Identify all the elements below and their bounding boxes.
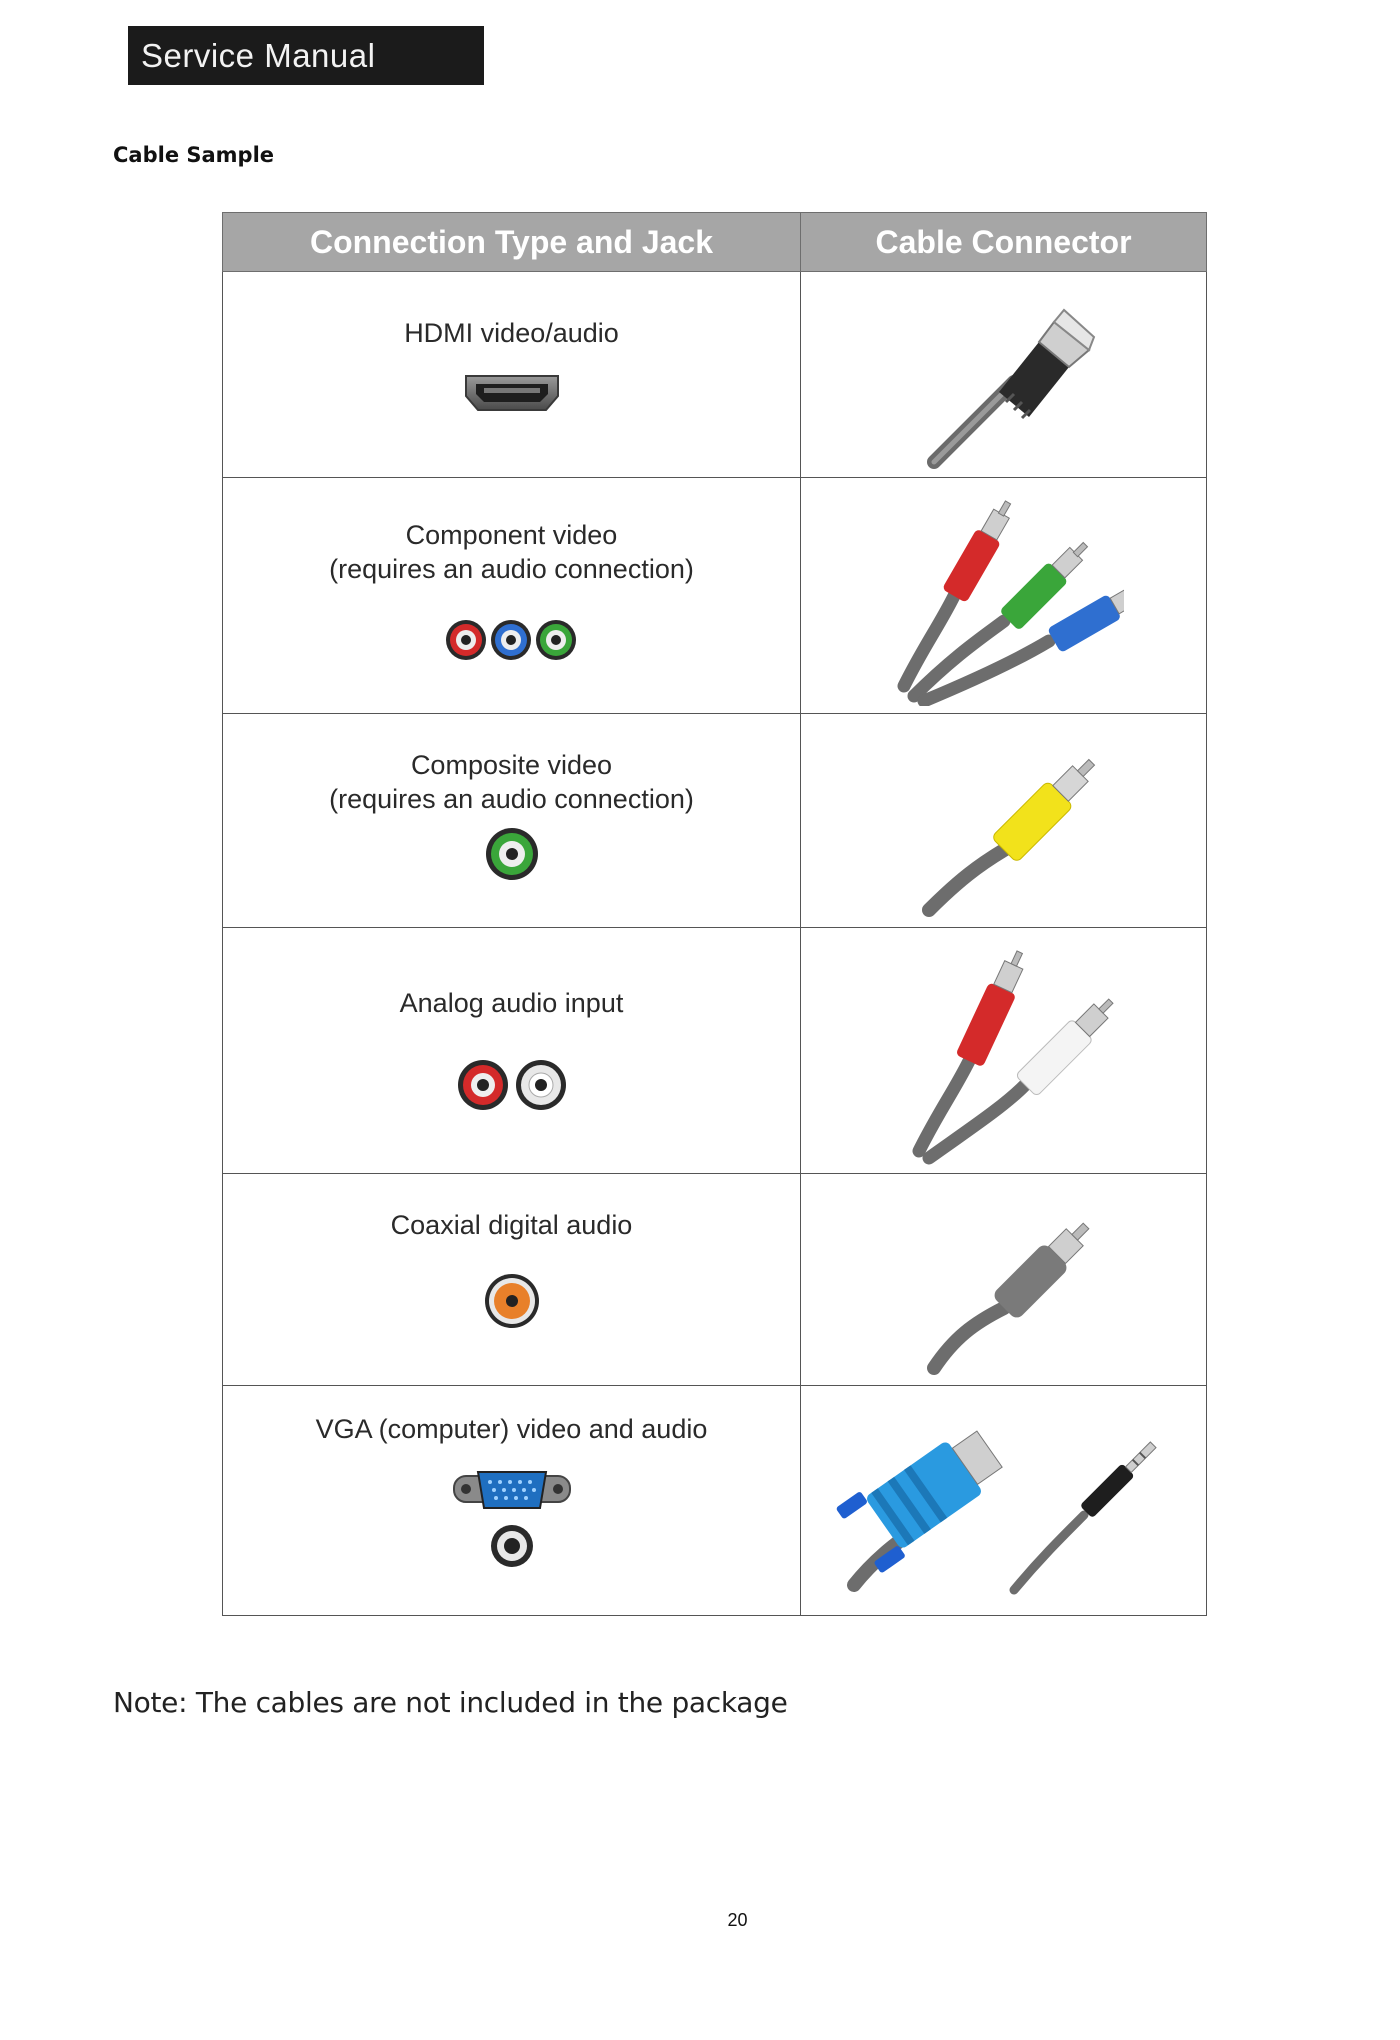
connection-type-cell [223,272,801,478]
column-header-cable-connector: Cable Connector [801,213,1207,272]
page-number: 20 [727,1910,748,1930]
connection-type-cell [223,478,801,714]
vga-port-and-audio-jack-icon [452,1466,572,1570]
vga-and-stereo-plug-connectors-icon [814,1400,1194,1600]
table-row [223,1386,1207,1616]
cable-connector-cell [801,1174,1207,1386]
cable-connector-cell [801,272,1207,478]
coaxial-jack-icon [483,1272,541,1330]
connection-label: Composite video (requires an audio connection) [329,750,694,814]
cable-connector-cell [801,928,1207,1174]
connection-label: HDMI video/audio [404,318,619,348]
analog-audio-rca-connectors-icon [894,936,1114,1166]
connection-label: Coaxial digital audio [390,1210,633,1240]
hdmi-cable-connector-icon [904,282,1104,472]
composite-jack-icon [484,826,540,882]
table-row [223,272,1207,478]
analog-audio-jacks-icon [456,1058,568,1112]
component-rca-connectors-icon [884,486,1124,706]
connection-type-cell [223,714,801,928]
cable-connector-cell [801,714,1207,928]
connection-label: Component video (requires an audio connection) [329,520,694,584]
hdmi-port-icon [462,372,562,416]
table-row [223,928,1207,1174]
connection-type-cell [223,1174,801,1386]
cable-connector-cell [801,478,1207,714]
section-title: Cable Sample [113,143,275,167]
connection-label: Analog audio input [399,988,624,1018]
connection-type-cell [223,1386,801,1616]
table-row [223,478,1207,714]
note-text: Note: The cables are not included in the package [113,1686,788,1719]
cable-connector-cell [801,1386,1207,1616]
component-jacks-icon [442,616,582,664]
connection-label: VGA (computer) video and audio [315,1414,708,1444]
table-row [223,714,1207,928]
cable-sample-table [222,212,1207,1616]
coaxial-cable-connector-icon [904,1188,1104,1378]
service-manual-badge: Service Manual [128,26,484,85]
table-row [223,1174,1207,1386]
column-header-connection-type: Connection Type and Jack [223,213,801,272]
connection-type-cell [223,928,801,1174]
table-header-row [223,213,1207,272]
composite-rca-connector-icon [904,720,1104,920]
